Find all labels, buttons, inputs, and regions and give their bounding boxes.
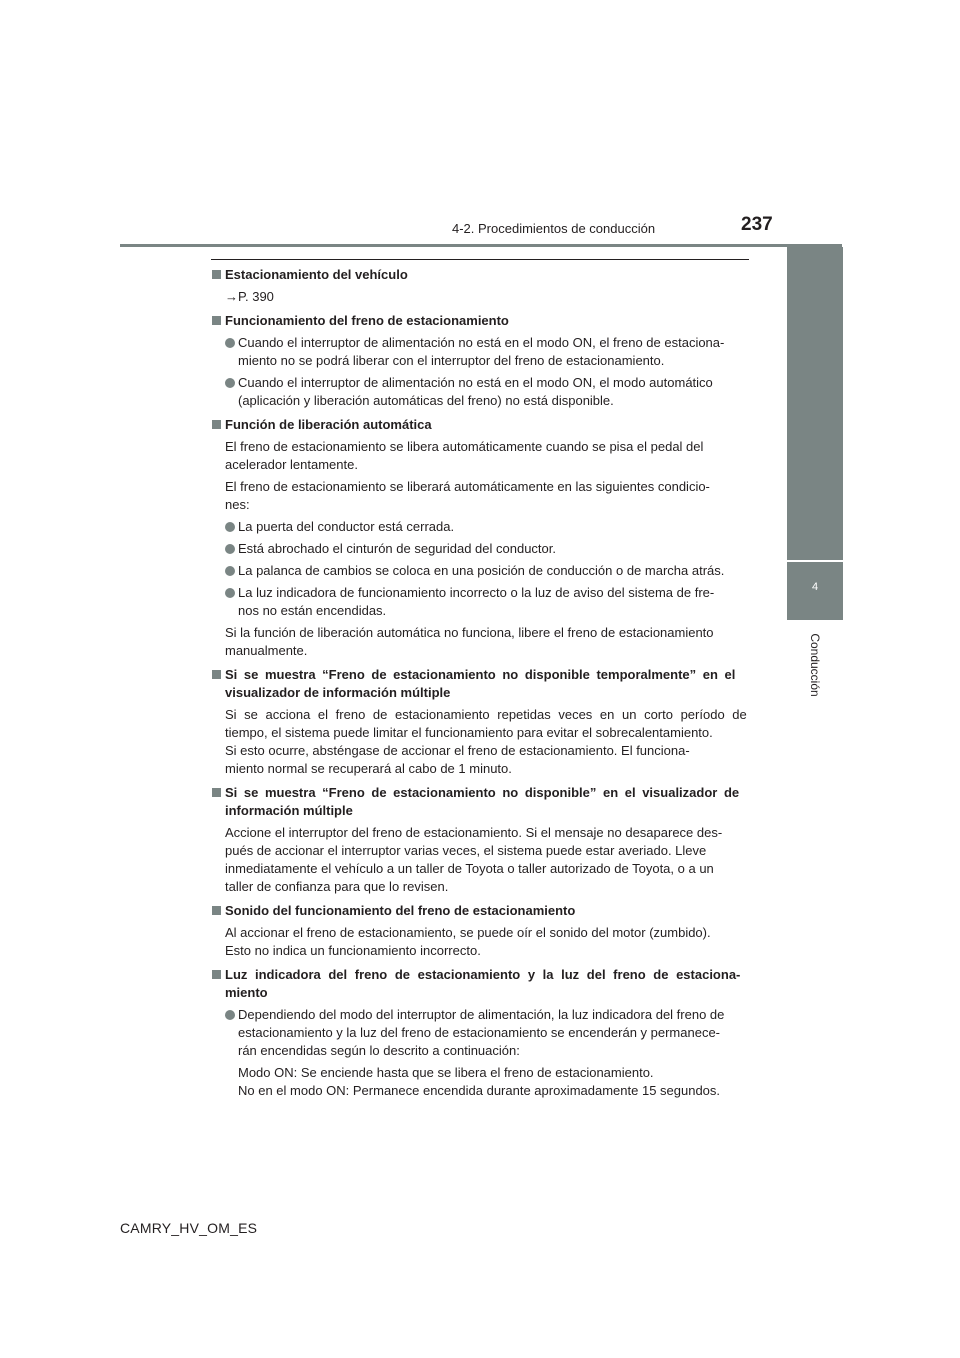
text-line: Cuando el interruptor de alimentación no está en el modo ON, el modo automático bbox=[238, 375, 713, 390]
square-bullet-icon bbox=[212, 906, 221, 915]
chapter-label: Conducción bbox=[808, 633, 822, 697]
text-line: inmediatamente el vehículo a un taller de Toyota o taller autorizado de Toyota, o a un bbox=[225, 861, 714, 876]
text-line: nes: bbox=[225, 497, 250, 512]
text-line: Dependiendo del modo del interruptor de alimentación, la luz indicadora del freno de bbox=[238, 1007, 725, 1022]
heading-text: miento bbox=[225, 985, 268, 1000]
section-heading bbox=[211, 902, 751, 920]
list-item bbox=[211, 562, 751, 580]
text-line: miento no se podrá liberar con el interruptor del freno de estacionamiento. bbox=[238, 353, 665, 368]
list-item bbox=[211, 584, 751, 620]
text-line: pués de accionar el interruptor varias veces, el sistema puede estar averiado. Lleve bbox=[225, 843, 707, 858]
list-item bbox=[211, 540, 751, 558]
text-line: Esto no indica un funcionamiento incorrecto. bbox=[225, 943, 481, 958]
section-operation bbox=[211, 312, 751, 410]
text-line: No en el modo ON: Permanece encendida durante aproximadamente 15 segundos. bbox=[238, 1083, 721, 1098]
heading-text: Si se muestra “Freno de estacionamiento no disponible temporalmente” en el bbox=[225, 667, 736, 682]
text-line: acelerador lentamente. bbox=[225, 457, 358, 472]
heading-text: Luz indicadora del freno de estacionamiento y la luz del freno de estaciona- bbox=[225, 967, 741, 982]
round-bullet-icon bbox=[225, 522, 235, 532]
list-item bbox=[211, 1006, 751, 1060]
document-code: CAMRY_HV_OM_ES bbox=[120, 1220, 258, 1236]
paragraph bbox=[211, 624, 751, 660]
section-heading bbox=[211, 784, 751, 820]
heading-text: Función de liberación automática bbox=[225, 417, 432, 432]
text-line: Está abrochado el cinturón de seguridad del conductor. bbox=[238, 541, 556, 556]
section-heading bbox=[211, 966, 751, 1002]
section-unavailable bbox=[211, 784, 751, 896]
text-line: miento normal se recuperará al cabo de 1 minuto. bbox=[225, 761, 512, 776]
content-rule bbox=[211, 259, 749, 260]
section-heading bbox=[211, 666, 751, 702]
heading-text: Funcionamiento del freno de estacionamiento bbox=[225, 313, 509, 328]
text-line: El freno de estacionamiento se libera automáticamente cuando se pisa el pedal del bbox=[225, 439, 704, 454]
heading-text: Si se muestra “Freno de estacionamiento no disponible” en el visualizador de bbox=[225, 785, 740, 800]
round-bullet-icon bbox=[225, 544, 235, 554]
round-bullet-icon bbox=[225, 378, 235, 388]
round-bullet-icon bbox=[225, 1010, 235, 1020]
section-heading bbox=[211, 416, 751, 434]
paragraph bbox=[211, 924, 751, 960]
list-item bbox=[211, 334, 751, 370]
section-temporarily-unavailable bbox=[211, 666, 751, 778]
text-line: (aplicación y liberación automáticas del freno) no está disponible. bbox=[238, 393, 614, 408]
square-bullet-icon bbox=[212, 788, 221, 797]
square-bullet-icon bbox=[212, 670, 221, 679]
text-line: manualmente. bbox=[225, 643, 308, 658]
heading-text: información múltiple bbox=[225, 803, 353, 818]
list-item bbox=[211, 374, 751, 410]
page-content bbox=[211, 266, 751, 1100]
text-line: La puerta del conductor está cerrada. bbox=[238, 519, 455, 534]
chapter-tab bbox=[787, 562, 843, 620]
text-line: Cuando el interruptor de alimentación no está en el modo ON, el freno de estaciona- bbox=[238, 335, 725, 350]
square-bullet-icon bbox=[212, 270, 221, 279]
square-bullet-icon bbox=[212, 420, 221, 429]
section-heading bbox=[211, 312, 751, 330]
chapter-number: 4 bbox=[811, 581, 819, 593]
round-bullet-icon bbox=[225, 566, 235, 576]
round-bullet-icon bbox=[225, 338, 235, 348]
section-parking bbox=[211, 266, 751, 306]
paragraph bbox=[211, 438, 751, 474]
text-line: Si se acciona el freno de estacionamiento repetidas veces en un corto período de bbox=[225, 707, 747, 722]
page-number: 237 bbox=[741, 214, 773, 235]
paragraph bbox=[211, 478, 751, 514]
text-line: El freno de estacionamiento se liberará automáticamente en las siguientes condicio- bbox=[225, 479, 710, 494]
text-line: tiempo, el sistema puede limitar el funcionamiento para evitar el sobrecalentamiento. bbox=[225, 725, 713, 740]
text-line: La luz indicadora de funcionamiento incorrecto o la luz de aviso del sistema de fre- bbox=[238, 585, 715, 600]
heading-text: visualizador de información múltiple bbox=[225, 685, 451, 700]
text-line: estacionamiento y la luz del freno de estacionamiento se encenderán y permanece- bbox=[238, 1025, 721, 1040]
text-line: Accione el interruptor del freno de estacionamiento. Si el mensaje no desaparece des- bbox=[225, 825, 723, 840]
header-rule bbox=[120, 244, 842, 247]
text-line: Si la función de liberación automática no funciona, libere el freno de estacionamiento bbox=[225, 625, 714, 640]
text-line: La palanca de cambios se coloca en una posición de conducción o de marcha atrás. bbox=[238, 563, 725, 578]
text-line: rán encendidas según lo descrito a continuación: bbox=[238, 1043, 520, 1058]
text-line: nos no están encendidas. bbox=[238, 603, 387, 618]
mode-description bbox=[211, 1064, 751, 1100]
square-bullet-icon bbox=[212, 316, 221, 325]
text-line: taller de confianza para que lo revisen. bbox=[225, 879, 449, 894]
round-bullet-icon bbox=[225, 588, 235, 598]
list-item bbox=[211, 518, 751, 536]
square-bullet-icon bbox=[212, 970, 221, 979]
section-sound bbox=[211, 902, 751, 960]
page-reference: →P. 390 bbox=[225, 289, 274, 304]
section-indicator-light bbox=[211, 966, 751, 1100]
side-tab-bar bbox=[787, 247, 843, 560]
section-heading bbox=[211, 266, 751, 284]
text-line: Al accionar el freno de estacionamiento, se puede oír el sonido del motor (zumbido). bbox=[225, 925, 711, 940]
heading-text: Sonido del funcionamiento del freno de estacionamiento bbox=[225, 903, 576, 918]
text-line: Si esto ocurre, absténgase de accionar el freno de estacionamiento. El funciona- bbox=[225, 743, 690, 758]
section-title: 4-2. Procedimientos de conducción bbox=[452, 221, 656, 236]
heading-text: Estacionamiento del vehículo bbox=[225, 267, 408, 282]
text-line: Modo ON: Se enciende hasta que se libera el freno de estacionamiento. bbox=[238, 1065, 654, 1080]
paragraph bbox=[211, 706, 751, 778]
section-auto-release bbox=[211, 416, 751, 660]
paragraph bbox=[211, 824, 751, 896]
